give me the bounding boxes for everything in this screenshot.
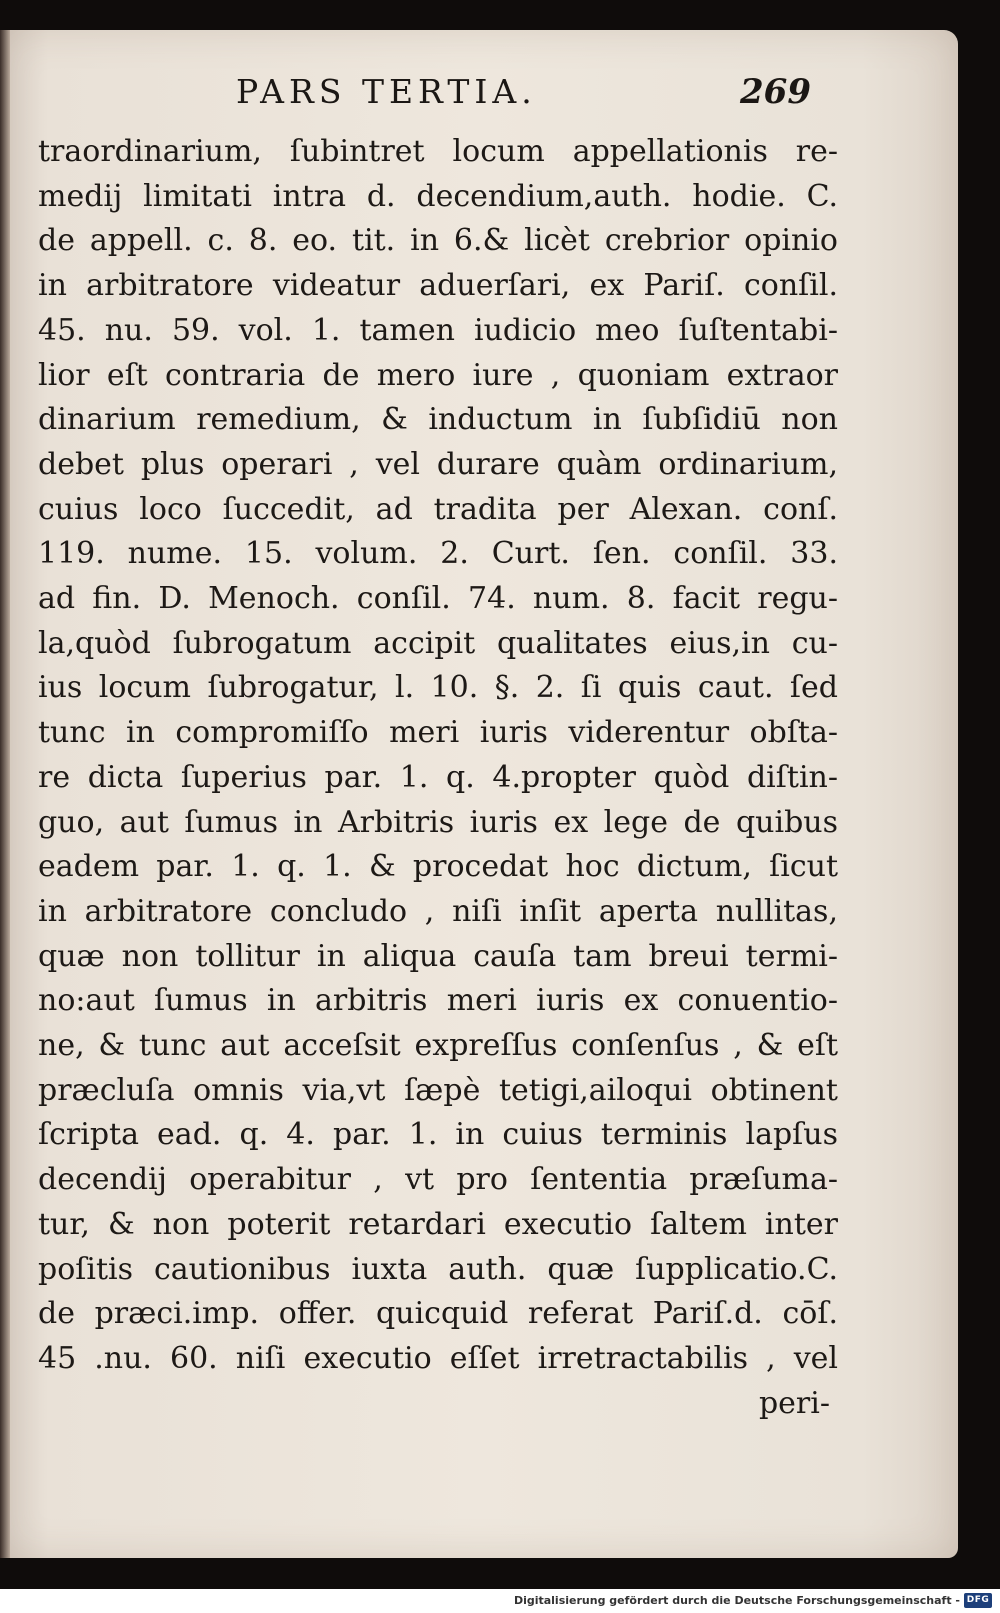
text-line: de præci.imp. offer. quicquid referat Pariſ.d. cōſ.: [38, 1296, 838, 1332]
page-number: 269: [740, 72, 811, 112]
footer-bar: [0, 1589, 1000, 1613]
text-line: ad fin. D. Menoch. conſil. 74. num. 8. facit regu-: [38, 581, 838, 617]
text-line: decendij operabitur , vt pro ſententia præſuma-: [38, 1162, 838, 1198]
text-line: præcluſa omnis via,vt ſæpè tetigi,ailoqui obtinent: [38, 1072, 838, 1108]
text-line: poſitis cautionibus iuxta auth. quæ ſupplicatio.C.: [38, 1251, 838, 1287]
text-line: la,quòd ſubrogatum accipit qualitates eius,in cu-: [38, 625, 838, 661]
text-line: lior eſt contraria de mero iure , quoniam extraor: [38, 357, 838, 393]
digitization-credit: Digitalisierung gefördert durch die Deutsche Forschungsgemeinschaft -: [513, 1594, 960, 1607]
book-page: [0, 30, 958, 1558]
text-line: dinarium remedium, & inductum in ſubſidiū non: [38, 402, 838, 438]
dfg-logo: DFG: [964, 1593, 992, 1608]
text-line: ne, & tunc aut acceſsit expreſſus conſenſus , & eſt: [38, 1028, 838, 1064]
text-line: re dicta ſuperius par. 1. q. 4.propter quòd diſtin-: [38, 759, 838, 795]
page-binding-edge: [0, 30, 10, 1558]
text-line: cuius loco ſuccedit, ad tradita per Alexan. conſ.: [38, 491, 838, 527]
text-line: de appell. c. 8. eo. tit. in 6.& licèt crebrior opinio: [38, 223, 838, 259]
text-line: 45 .nu. 60. niſi executio eſſet irretractabilis , vel: [38, 1340, 838, 1376]
running-head: [0, 72, 958, 112]
text-line: in arbitratore videatur aduerſari, ex Pariſ. conſil.: [38, 268, 838, 304]
catchword: peri-: [758, 1385, 830, 1421]
body-text: [38, 130, 838, 1426]
text-line: traordinarium, ſubintret locum appellationis re-: [38, 134, 838, 169]
text-line: tunc in compromiſſo meri iuris viderentur obſta-: [38, 715, 838, 751]
text-line: in arbitratore concludo , niſi inſit aperta nullitas,: [38, 893, 838, 929]
text-line: no:aut ſumus in arbitris meri iuris ex conuentio-: [38, 983, 838, 1019]
running-head-title: PARS TERTIA.: [236, 72, 537, 111]
text-line: quæ non tollitur in aliqua cauſa tam breui termi-: [38, 938, 838, 974]
text-line: ſcripta ead. q. 4. par. 1. in cuius terminis lapſus: [38, 1117, 838, 1153]
text-line: guo, aut ſumus in Arbitris iuris ex lege de quibus: [38, 804, 838, 840]
text-line: 119. nume. 15. volum. 2. Curt. ſen. conſil. 33.: [38, 536, 838, 572]
text-line: 45. nu. 59. vol. 1. tamen iudicio meo ſuſtentabi-: [38, 312, 838, 348]
text-line: tur, & non poterit retardari executio ſaltem inter: [38, 1206, 838, 1242]
text-line: eadem par. 1. q. 1. & procedat hoc dictum, ſicut: [38, 849, 838, 885]
text-line: medij limitati intra d. decendium,auth. hodie. C.: [38, 178, 838, 214]
text-line: debet plus operari , vel durare quàm ordinarium,: [38, 446, 838, 482]
text-line: ius locum ſubrogatur, l. 10. §. 2. ſi quis caut. ſed: [38, 670, 838, 706]
